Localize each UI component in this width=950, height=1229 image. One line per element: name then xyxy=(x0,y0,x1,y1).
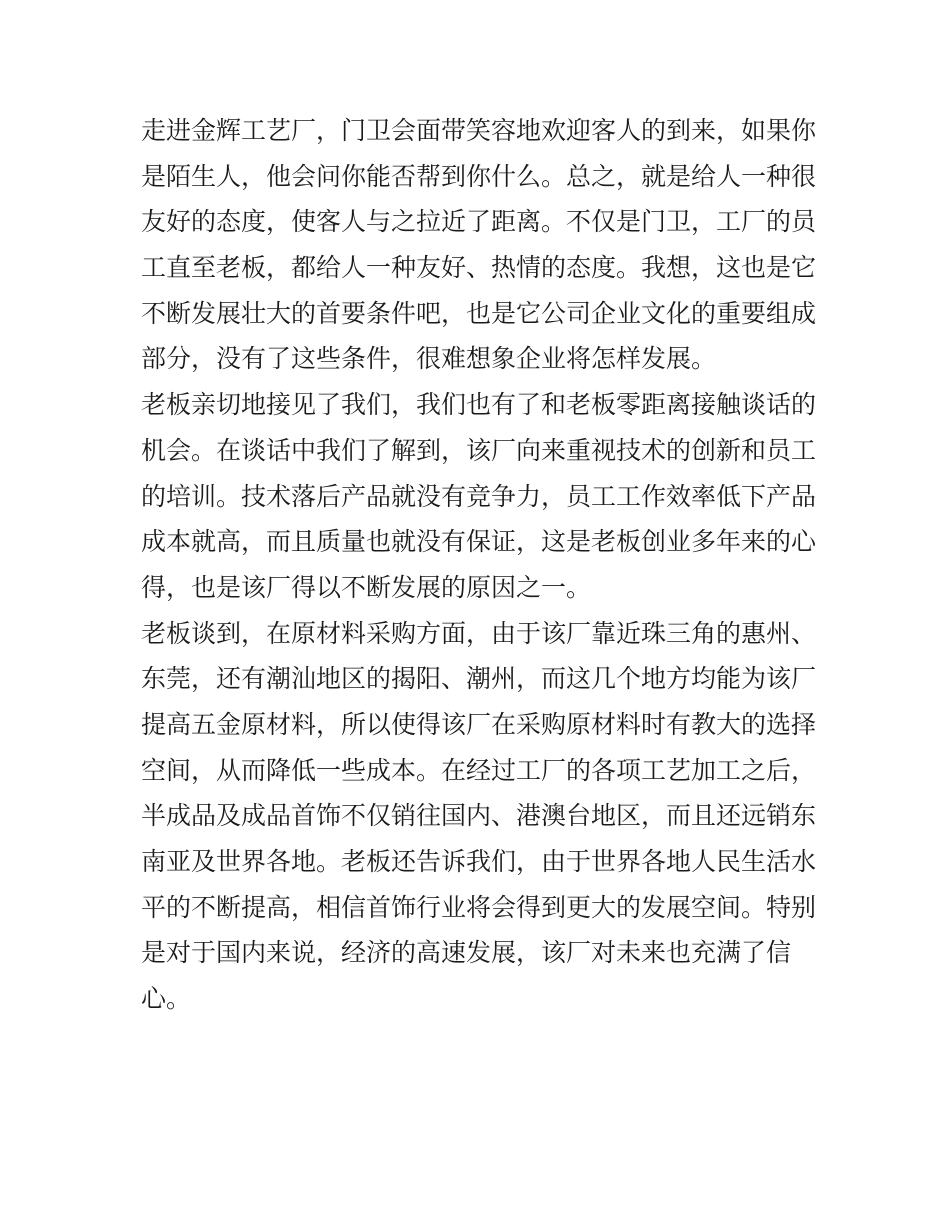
text-line: 成本就高，而且质量也就没有保证，这是老板创业多年来的心 xyxy=(141,527,817,557)
text-line: 得，也是该厂得以不断发展的原因之一。 xyxy=(141,572,592,602)
text-line: 心。 xyxy=(141,984,192,1014)
text-line: 不断发展壮大的首要条件吧，也是它公司企业文化的重要组成 xyxy=(141,298,817,328)
text-line: 老板亲切地接见了我们，我们也有了和老板零距离接触谈话的 xyxy=(141,390,817,420)
text-line: 空间，从而降低一些成本。在经过工厂的各项工艺加工之后， xyxy=(141,755,817,785)
text-line: 老板谈到，在原材料采购方面，由于该厂靠近珠三角的惠州、 xyxy=(141,618,817,648)
text-line: 平的不断提高，相信首饰行业将会得到更大的发展空间。特别 xyxy=(141,892,817,922)
text-line: 东莞，还有潮汕地区的揭阳、潮州，而这几个地方均能为该厂 xyxy=(141,664,817,694)
body-text xyxy=(141,108,821,1022)
text-line: 是陌生人，他会问你能否帮到你什么。总之，就是给人一种很 xyxy=(141,161,817,191)
text-line: 提高五金原材料，所以使得该厂在采购原材料时有教大的选择 xyxy=(141,709,817,739)
text-line: 部分，没有了这些条件，很难想象企业将怎样发展。 xyxy=(141,344,717,374)
text-line: 工直至老板，都给人一种友好、热情的态度。我想，这也是它 xyxy=(141,253,817,283)
text-line: 走进金辉工艺厂，门卫会面带笑容地欢迎客人的到来，如果你 xyxy=(141,116,817,145)
text-line: 半成品及成品首饰不仅销往国内、港澳台地区，而且还远销东 xyxy=(141,801,817,831)
text-line: 南亚及世界各地。老板还告诉我们，由于世界各地人民生活水 xyxy=(141,847,817,876)
text-line: 友好的态度，使客人与之拉近了距离。不仅是门卫，工厂的员 xyxy=(141,207,817,237)
text-line: 的培训。技术落后产品就没有竞争力，员工工作效率低下产品 xyxy=(141,481,817,511)
text-line: 是对于国内来说，经济的高速发展，该厂对未来也充满了信 xyxy=(141,938,792,968)
text-line: 机会。在谈话中我们了解到，该厂向来重视技术的创新和员工 xyxy=(141,435,817,465)
